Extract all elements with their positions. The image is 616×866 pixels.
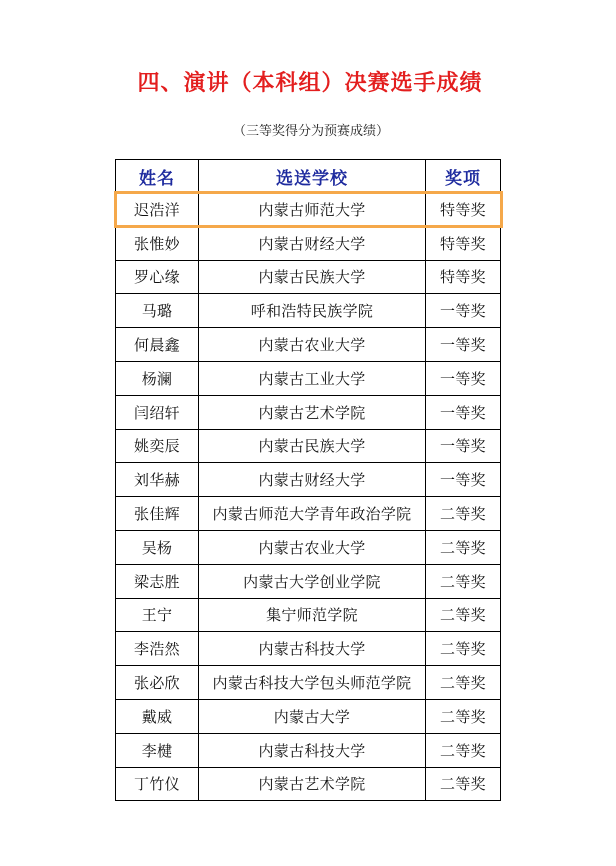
cell-name: 闫绍轩 <box>116 395 199 429</box>
cell-school: 集宁师范学院 <box>199 598 426 632</box>
table-header-row <box>116 160 501 193</box>
document-subtitle: （三等奖得分为预赛成绩） <box>232 124 389 139</box>
cell-school: 内蒙古财经大学 <box>199 463 426 497</box>
cell-award: 一等奖 <box>426 463 501 497</box>
cell-name: 梁志胜 <box>116 564 199 598</box>
cell-school: 内蒙古科技大学包头师范学院 <box>199 666 426 700</box>
cell-award: 二等奖 <box>426 767 501 801</box>
cell-name: 戴威 <box>116 699 199 733</box>
table-row <box>116 530 501 564</box>
table-row <box>116 733 501 767</box>
cell-school: 内蒙古师范大学 <box>199 193 426 227</box>
cell-school: 内蒙古艺术学院 <box>199 395 426 429</box>
cell-award: 一等奖 <box>426 328 501 362</box>
table-row <box>116 699 501 733</box>
table-row <box>116 463 501 497</box>
cell-award: 一等奖 <box>426 361 501 395</box>
cell-award: 特等奖 <box>426 193 501 227</box>
column-header-name: 姓名 <box>116 160 199 193</box>
cell-name: 张佳辉 <box>116 497 199 531</box>
cell-school: 内蒙古科技大学 <box>199 632 426 666</box>
cell-school: 内蒙古工业大学 <box>199 361 426 395</box>
cell-school: 内蒙古大学 <box>199 699 426 733</box>
cell-name: 丁竹仪 <box>116 767 199 801</box>
cell-school: 内蒙古民族大学 <box>199 260 426 294</box>
cell-award: 二等奖 <box>426 733 501 767</box>
cell-award: 二等奖 <box>426 632 501 666</box>
cell-name: 张必欣 <box>116 666 199 700</box>
cell-name: 刘华赫 <box>116 463 199 497</box>
column-header-award: 奖项 <box>426 160 501 193</box>
cell-award: 二等奖 <box>426 666 501 700</box>
cell-name: 李楗 <box>116 733 199 767</box>
table-row <box>116 395 501 429</box>
cell-award: 二等奖 <box>426 598 501 632</box>
cell-school: 内蒙古科技大学 <box>199 733 426 767</box>
cell-school: 内蒙古农业大学 <box>199 530 426 564</box>
cell-award: 二等奖 <box>426 530 501 564</box>
cell-school: 内蒙古农业大学 <box>199 328 426 362</box>
cell-award: 特等奖 <box>426 260 501 294</box>
cell-school: 内蒙古大学创业学院 <box>199 564 426 598</box>
cell-award: 二等奖 <box>426 699 501 733</box>
cell-award: 一等奖 <box>426 395 501 429</box>
table-row <box>116 632 501 666</box>
document-title: 四、演讲（本科组）决赛选手成绩 <box>137 70 483 96</box>
table-row <box>116 193 501 227</box>
table-row <box>116 328 501 362</box>
cell-name: 杨澜 <box>116 361 199 395</box>
table-row <box>116 598 501 632</box>
table-row <box>116 294 501 328</box>
cell-school: 内蒙古艺术学院 <box>199 767 426 801</box>
table-row <box>116 767 501 801</box>
cell-name: 马璐 <box>116 294 199 328</box>
cell-name: 李浩然 <box>116 632 199 666</box>
cell-award: 一等奖 <box>426 294 501 328</box>
table-row <box>116 260 501 294</box>
table-row <box>116 564 501 598</box>
cell-name: 张惟妙 <box>116 226 199 260</box>
table-body <box>116 193 501 801</box>
cell-name: 迟浩洋 <box>116 193 199 227</box>
cell-award: 二等奖 <box>426 564 501 598</box>
column-header-school: 选送学校 <box>199 160 426 193</box>
cell-name: 姚奕辰 <box>116 429 199 463</box>
results-table <box>115 159 501 801</box>
table-row <box>116 666 501 700</box>
cell-award: 特等奖 <box>426 226 501 260</box>
table-row <box>116 226 501 260</box>
cell-award: 二等奖 <box>426 497 501 531</box>
cell-name: 王宁 <box>116 598 199 632</box>
table-row <box>116 497 501 531</box>
table-row <box>116 429 501 463</box>
cell-name: 吴杨 <box>116 530 199 564</box>
cell-name: 何晨鑫 <box>116 328 199 362</box>
cell-name: 罗心缘 <box>116 260 199 294</box>
cell-school: 内蒙古财经大学 <box>199 226 426 260</box>
cell-school: 内蒙古民族大学 <box>199 429 426 463</box>
table-row <box>116 361 501 395</box>
cell-school: 内蒙古师范大学青年政治学院 <box>199 497 426 531</box>
cell-school: 呼和浩特民族学院 <box>199 294 426 328</box>
cell-award: 一等奖 <box>426 429 501 463</box>
